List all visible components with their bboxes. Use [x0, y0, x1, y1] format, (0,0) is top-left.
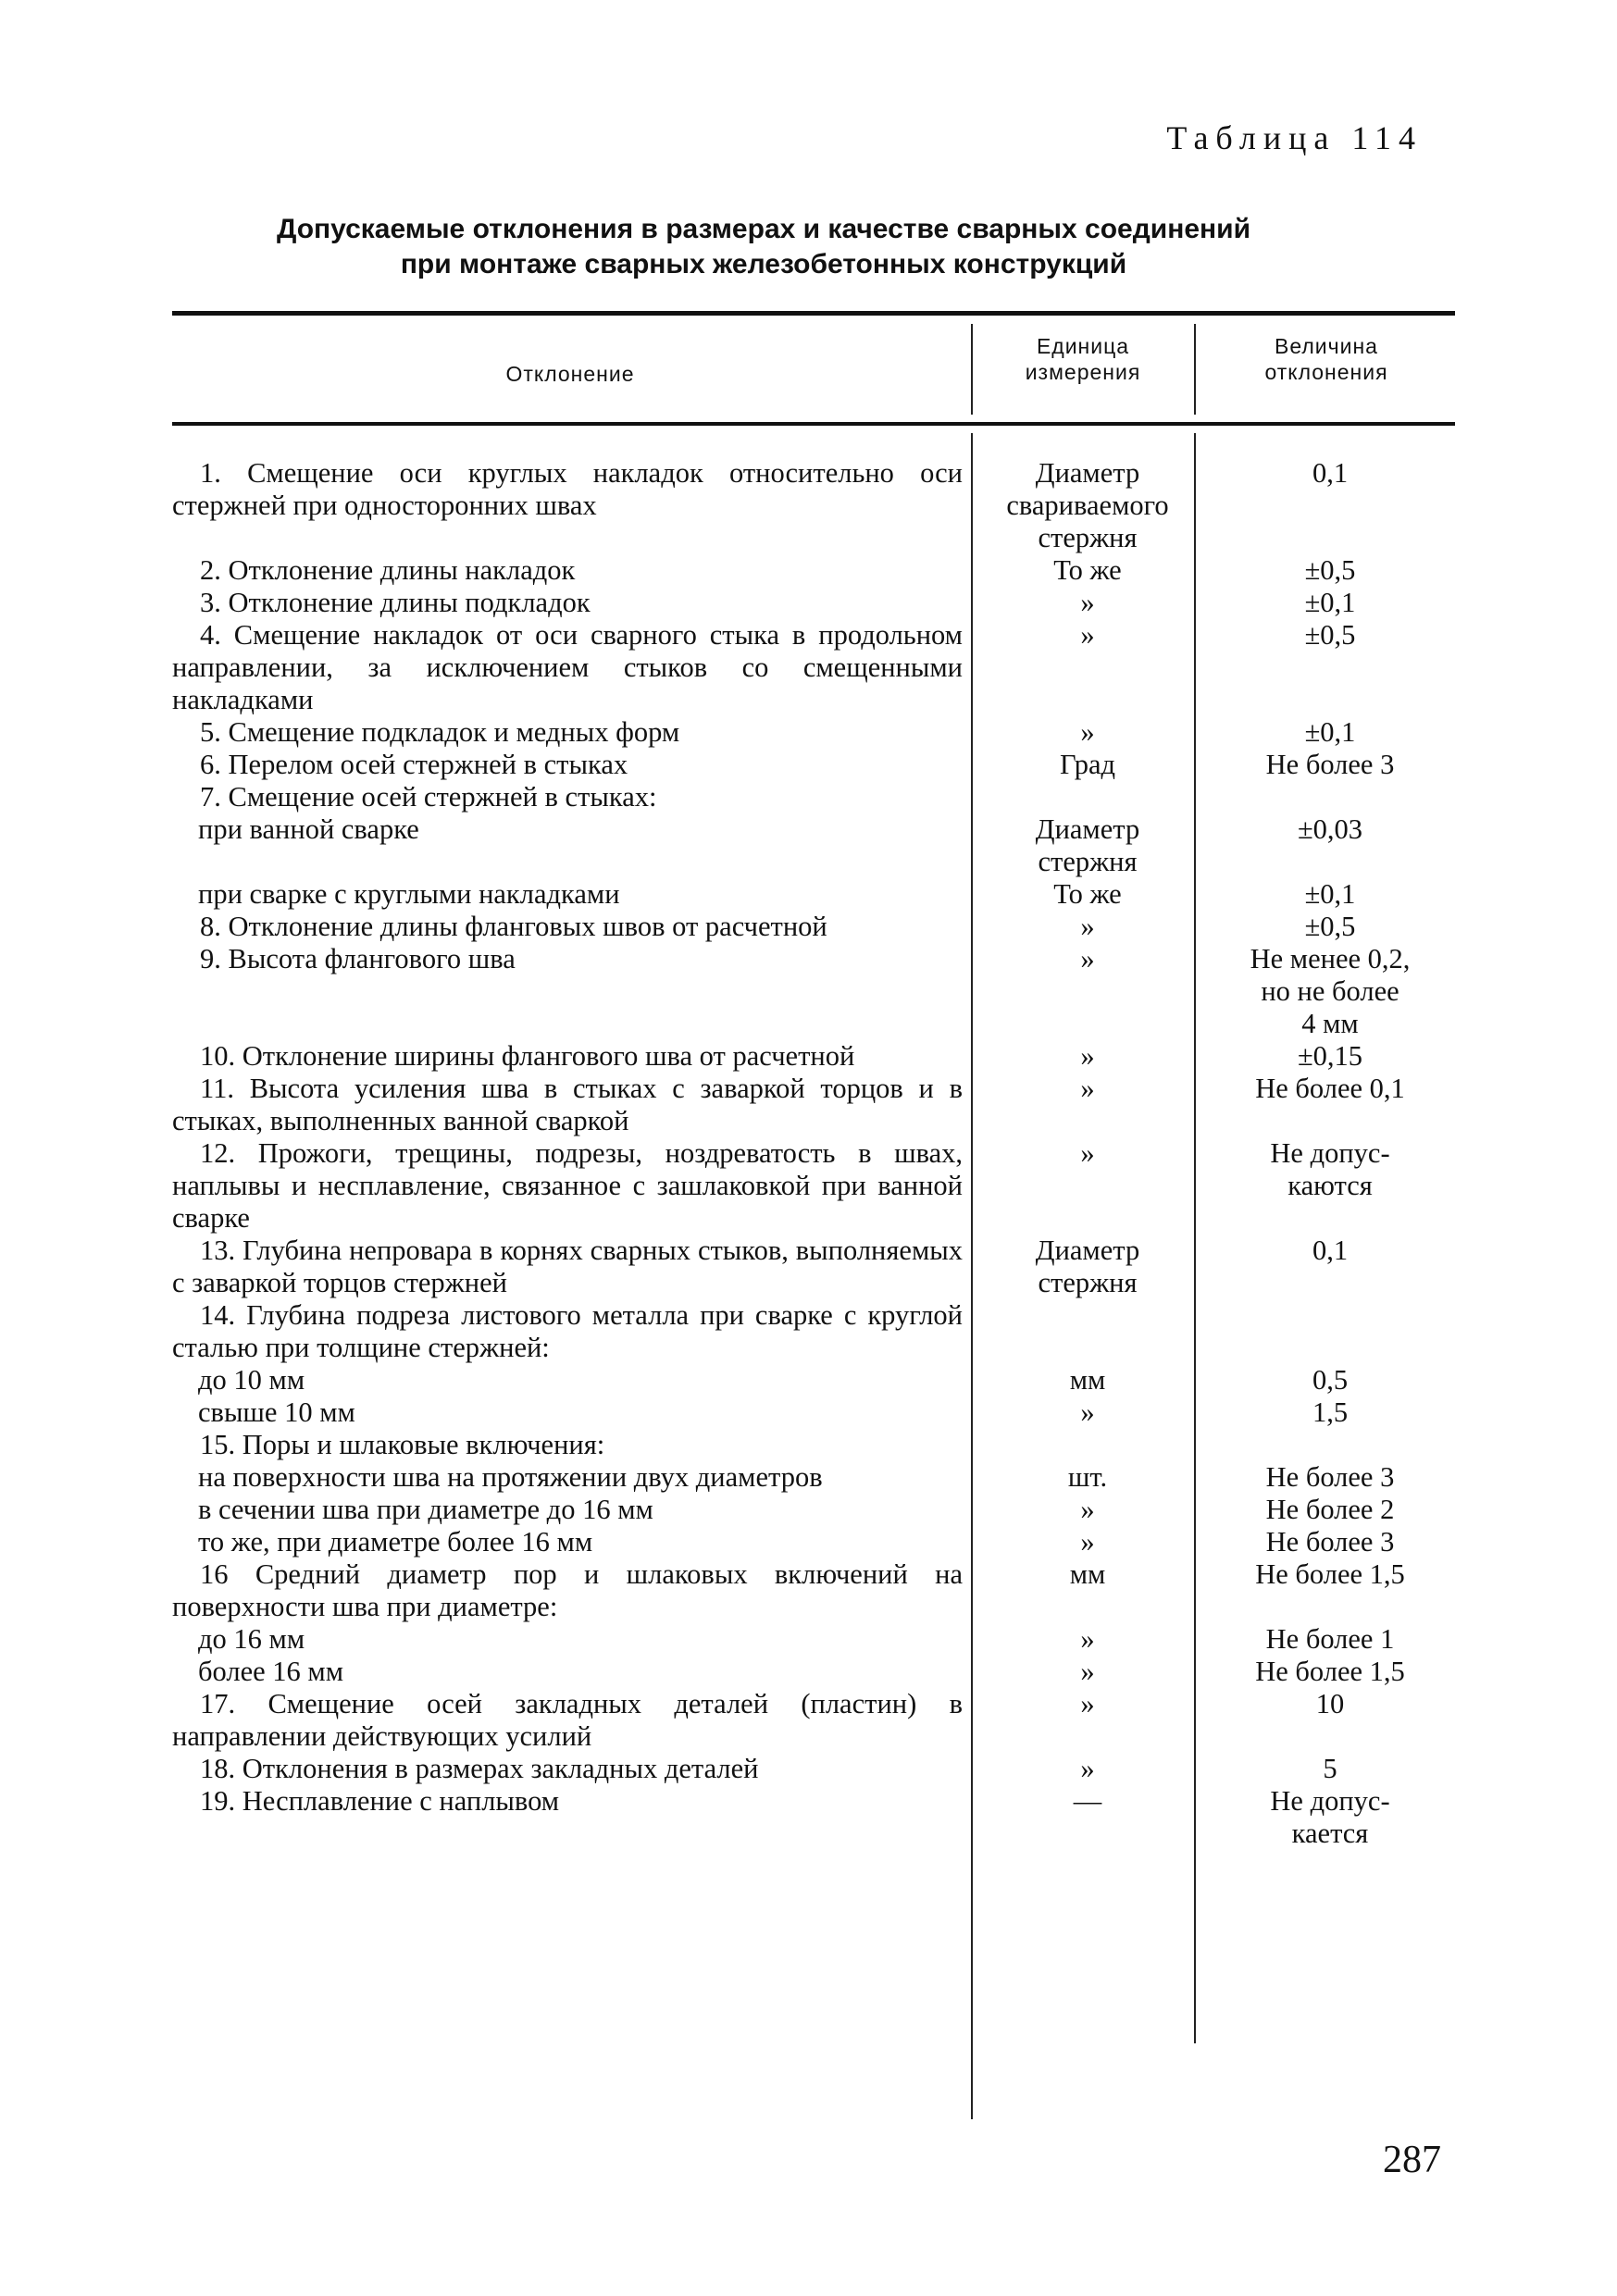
- deviation-cell: свыше 10 мм: [198, 1396, 355, 1428]
- table-row: [172, 587, 1459, 619]
- deviation-cell: до 10 мм: [198, 1364, 305, 1396]
- table-row: [172, 878, 1459, 911]
- value-cell: Не допус- каются: [1270, 1137, 1390, 1201]
- deviation-cell: 13. Глубина непровара в корнях сварных стыков, выполняемых с заваркой торцов стержней: [172, 1235, 963, 1298]
- table-row: [172, 1137, 1459, 1235]
- header-deviation: Отклонение: [505, 362, 635, 386]
- header-unit: Единица измерения: [1025, 334, 1141, 384]
- table-body: [172, 457, 1459, 1850]
- value-cell: Не более 3: [1265, 1526, 1395, 1558]
- deviation-cell: 19. Несплавление с наплывом: [200, 1785, 560, 1817]
- header-bottom-rule: [172, 422, 1455, 426]
- value-cell: 0,1: [1312, 1235, 1349, 1266]
- value-cell: ±0,15: [1297, 1040, 1363, 1072]
- deviation-cell: 12. Прожоги, трещины, подрезы, ноздреватость в швах, наплывы и несплавление, связанное с зашлаковкой при ванной сварке: [172, 1137, 963, 1234]
- deviation-cell: более 16 мм: [198, 1656, 344, 1687]
- table-row: [172, 1429, 1459, 1461]
- deviation-cell: 2. Отклонение длины накладок: [200, 554, 576, 586]
- unit-cell: Диаметр свариваемого стержня: [1006, 457, 1169, 553]
- unit-cell: »: [1080, 1688, 1095, 1719]
- table-row: [172, 1494, 1459, 1526]
- value-cell: 5: [1323, 1753, 1337, 1784]
- table-row: [172, 813, 1459, 878]
- table-row: [172, 1656, 1459, 1688]
- value-cell: Не более 1: [1265, 1623, 1395, 1655]
- unit-cell: »: [1080, 716, 1095, 748]
- deviation-cell: 16 Средний диаметр пор и шлаковых включений на поверхности шва при диаметре:: [172, 1558, 963, 1622]
- deviation-cell: в сечении шва при диаметре до 16 мм: [198, 1494, 653, 1525]
- table-row: [172, 1073, 1459, 1137]
- table-row: [172, 716, 1459, 749]
- header-column-divider-2: [1194, 324, 1196, 415]
- table-number-label: Таблица 114: [1166, 119, 1423, 156]
- unit-cell: »: [1080, 943, 1095, 974]
- table-row: [172, 554, 1459, 587]
- unit-cell: мм: [1069, 1558, 1106, 1590]
- deviation-cell: 11. Высота усиления шва в стыках с заваркой торцов и в стыках, выполненных ванной сваркой: [172, 1073, 963, 1136]
- value-cell: ±0,1: [1304, 587, 1356, 618]
- deviation-cell: на поверхности шва на протяжении двух диаметров: [198, 1461, 823, 1493]
- value-cell: 0,1: [1312, 457, 1349, 489]
- deviation-cell: 1. Смещение оси круглых накладок относительно оси стержней при односторонних швах: [172, 457, 963, 521]
- value-cell: Не более 3: [1265, 749, 1395, 780]
- table-row: [172, 1235, 1459, 1299]
- table-title-line-1: Допускаемые отклонения в размерах и качестве сварных соединений: [276, 214, 1251, 244]
- unit-cell: »: [1080, 1396, 1095, 1428]
- unit-cell: Диаметр стержня: [1035, 813, 1140, 877]
- unit-cell: »: [1080, 911, 1095, 942]
- value-cell: Не более 2: [1265, 1494, 1395, 1525]
- table-row: [172, 1623, 1459, 1656]
- table-row: [172, 1558, 1459, 1623]
- value-cell: ±0,1: [1304, 878, 1356, 910]
- header-column-divider-1: [971, 324, 973, 415]
- deviation-cell: то же, при диаметре более 16 мм: [198, 1526, 593, 1558]
- deviation-cell: 5. Смещение подкладок и медных форм: [200, 716, 680, 748]
- value-cell: Не менее 0,2, но не более 4 мм: [1250, 943, 1411, 1039]
- page-number: 287: [1383, 2139, 1441, 2181]
- value-cell: Не допус- кается: [1270, 1785, 1390, 1849]
- unit-cell: »: [1080, 1526, 1095, 1558]
- value-cell: 10: [1315, 1688, 1345, 1719]
- unit-cell: »: [1080, 619, 1095, 651]
- unit-cell: »: [1080, 1494, 1095, 1525]
- table-row: [172, 1396, 1459, 1429]
- value-cell: ±0,5: [1304, 619, 1356, 651]
- deviation-cell: при сварке с круглыми накладками: [198, 878, 620, 910]
- table-row: [172, 943, 1459, 1040]
- unit-cell: —: [1073, 1785, 1102, 1817]
- unit-cell: »: [1080, 1753, 1095, 1784]
- deviation-cell: 7. Смещение осей стержней в стыках:: [200, 781, 657, 813]
- value-cell: Не более 1,5: [1255, 1558, 1405, 1590]
- deviation-cell: 9. Высота флангового шва: [200, 943, 516, 974]
- value-cell: ±0,5: [1304, 554, 1356, 586]
- table-row: [172, 911, 1459, 943]
- table-row: [172, 1688, 1459, 1753]
- header-value: Величина отклонения: [1264, 334, 1388, 384]
- deviation-cell: 17. Смещение осей закладных деталей (пластин) в направлении действующих усилий: [172, 1688, 963, 1752]
- value-cell: ±0,1: [1304, 716, 1356, 748]
- table-title-line-2: при монтаже сварных железобетонных конструкций: [400, 249, 1127, 279]
- unit-cell: »: [1080, 1040, 1095, 1072]
- deviation-cell: 18. Отклонения в размерах закладных деталей: [200, 1753, 759, 1784]
- value-cell: 0,5: [1312, 1364, 1349, 1396]
- table-row: [172, 1526, 1459, 1558]
- unit-cell: »: [1080, 1656, 1095, 1687]
- deviation-cell: до 16 мм: [198, 1623, 305, 1655]
- table-top-rule: [172, 311, 1455, 316]
- unit-cell: »: [1080, 1137, 1095, 1169]
- deviation-cell: 8. Отклонение длины фланговых швов от расчетной: [200, 911, 827, 942]
- table-row: [172, 781, 1459, 813]
- value-cell: Не более 0,1: [1255, 1073, 1405, 1104]
- unit-cell: То же: [1053, 878, 1122, 910]
- value-cell: 1,5: [1312, 1396, 1349, 1428]
- deviation-cell: 14. Глубина подреза листового металла при сварке с круглой сталью при толщине стержней:: [172, 1299, 963, 1363]
- value-cell: ±0,03: [1297, 813, 1363, 845]
- value-cell: Не более 3: [1265, 1461, 1395, 1493]
- unit-cell: шт.: [1067, 1461, 1108, 1493]
- table-row: [172, 1753, 1459, 1785]
- unit-cell: мм: [1069, 1364, 1106, 1396]
- table-row: [172, 1299, 1459, 1364]
- table-row: [172, 1040, 1459, 1073]
- deviation-cell: 4. Смещение накладок от оси сварного стыка в продольном направлении, за исключением стыков со смещенными накладками: [172, 619, 963, 715]
- table-row: [172, 749, 1459, 781]
- unit-cell: »: [1080, 1623, 1095, 1655]
- unit-cell: То же: [1053, 554, 1122, 586]
- table-row: [172, 619, 1459, 716]
- unit-cell: »: [1080, 587, 1095, 618]
- unit-cell: »: [1080, 1073, 1095, 1104]
- value-cell: Не более 1,5: [1255, 1656, 1405, 1687]
- deviation-cell: 6. Перелом осей стержней в стыках: [200, 749, 628, 780]
- unit-cell: Диаметр стержня: [1035, 1235, 1140, 1298]
- value-cell: ±0,5: [1304, 911, 1356, 942]
- deviation-cell: 15. Поры и шлаковые включения:: [200, 1429, 605, 1460]
- table-row: [172, 1785, 1459, 1850]
- deviation-cell: 10. Отклонение ширины флангового шва от расчетной: [200, 1040, 855, 1072]
- deviation-cell: 3. Отклонение длины подкладок: [200, 587, 591, 618]
- deviation-cell: при ванной сварке: [198, 813, 419, 845]
- table-row: [172, 1364, 1459, 1396]
- unit-cell: Град: [1059, 749, 1116, 780]
- table-row: [172, 1461, 1459, 1494]
- table-row: [172, 457, 1459, 554]
